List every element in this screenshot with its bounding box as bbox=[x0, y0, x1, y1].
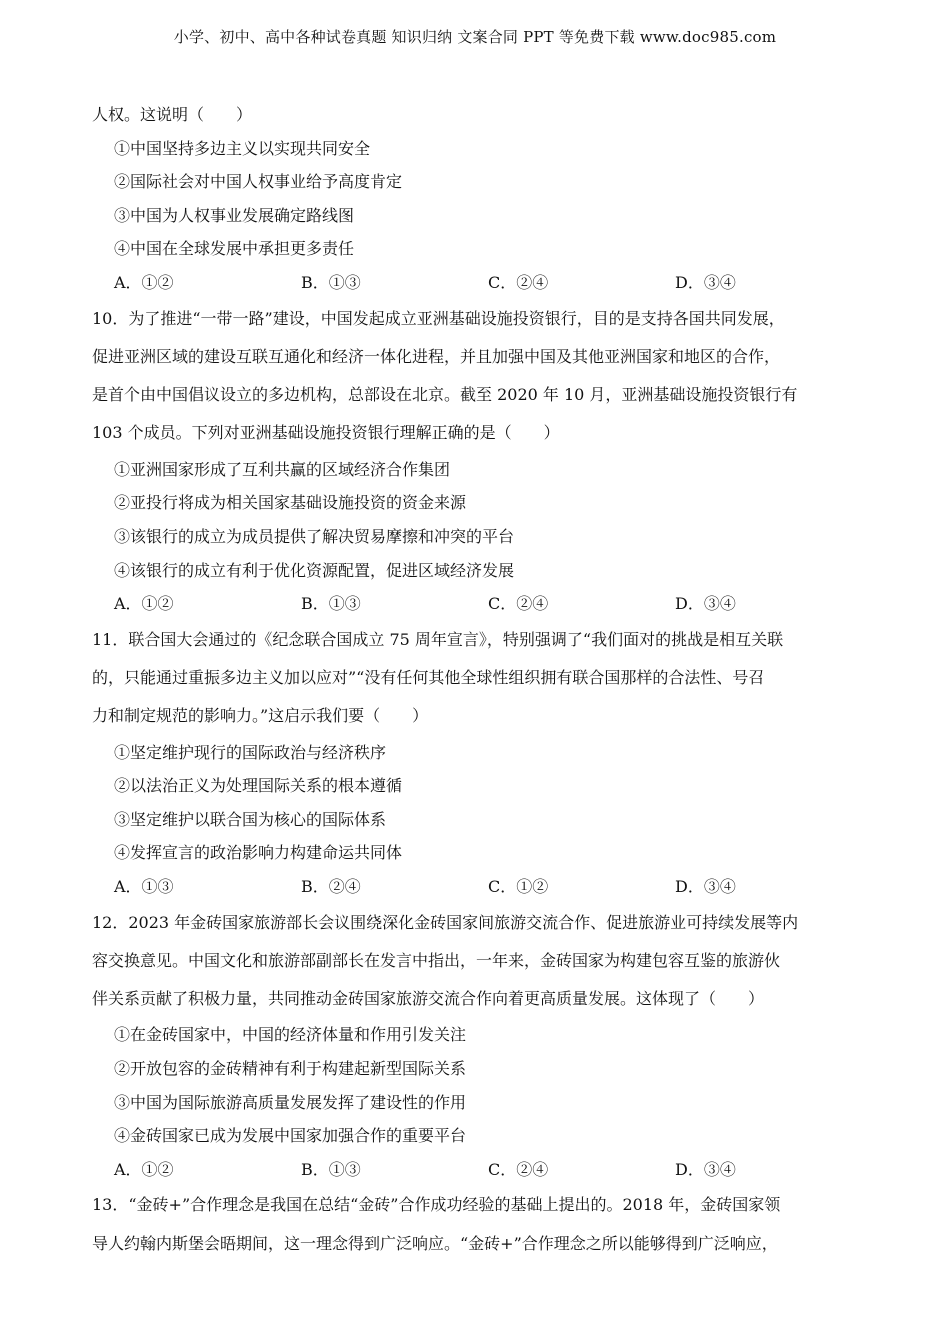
question-stem-line: 促进亚洲区域的建设互联互通化和经济一体化进程，并且加强中国及其他亚洲国家和地区的合作， bbox=[92, 346, 781, 366]
option-item: ②亚投行将成为相关国家基础设施投资的资金来源 bbox=[114, 493, 467, 513]
question-stem-line: 容交换意见。中国文化和旅游部副部长在发言中指出，一年来，金砖国家为构建包容互鉴的旅游伙 bbox=[92, 950, 781, 970]
question-10 bbox=[92, 300, 862, 621]
option-item: ④该银行的成立有利于优化资源配置，促进区域经济发展 bbox=[114, 560, 515, 580]
question-stem-line: 是首个由中国倡议设立的多边机构，总部设在北京。截至 2020 年 10 月，亚洲基础设施投资银行有 bbox=[92, 385, 798, 405]
choice-a: A．①② bbox=[114, 272, 174, 292]
choice-b: B．①③ bbox=[301, 1159, 361, 1179]
question-stem-line: 12．2023 年金砖国家旅游部长会议围绕深化金砖国家间旅游交流合作、促进旅游业可持续发展等内 bbox=[92, 912, 799, 932]
question-stem-line: 导人约翰内斯堡会晤期间，这一理念得到广泛响应。“金砖+”合作理念之所以能够得到广泛响应， bbox=[92, 1233, 778, 1253]
question-stem-line: 11．联合国大会通过的《纪念联合国成立 75 周年宣言》，特别强调了“我们面对的挑战是相互关联 bbox=[92, 629, 784, 649]
question-stem-line: 13．“金砖+”合作理念是我国在总结“金砖”合作成功经验的基础上提出的。2018 年，金砖国家领 bbox=[92, 1195, 781, 1215]
answer-choices bbox=[92, 870, 862, 904]
answer-choices bbox=[92, 1153, 862, 1187]
choice-c: C．②④ bbox=[488, 272, 549, 292]
question-stem-line: 的，只能通过重振多边主义加以应对”“没有任何其他全球性组织拥有联合国那样的合法性、号召 bbox=[92, 668, 765, 688]
question-stem: 人权。这说明（ ） bbox=[92, 105, 253, 124]
choice-d: D．③④ bbox=[675, 594, 736, 614]
option-item: ②开放包容的金砖精神有利于构建起新型国际关系 bbox=[114, 1059, 467, 1079]
option-item: ③该银行的成立为成员提供了解决贸易摩擦和冲突的平台 bbox=[114, 526, 515, 546]
option-item: ④金砖国家已成为发展中国家加强合作的重要平台 bbox=[114, 1126, 467, 1146]
choice-b: B．②④ bbox=[301, 876, 361, 896]
choice-a: A．①② bbox=[114, 1159, 174, 1179]
choice-a: A．①③ bbox=[114, 876, 174, 896]
question-stem-line: 10．为了推进“一带一路”建设，中国发起成立亚洲基础设施投资银行，目的是支持各国共同发展， bbox=[92, 308, 785, 328]
choice-d: D．③④ bbox=[675, 272, 736, 292]
question-stem-line: 伴关系贡献了积极力量，共同推动金砖国家旅游交流合作向着更高质量发展。这体现了（ ） bbox=[92, 989, 765, 1009]
choice-c: C．②④ bbox=[488, 1159, 549, 1179]
option-item: ③中国为国际旅游高质量发展发挥了建设性的作用 bbox=[114, 1092, 467, 1112]
choice-a: A．①② bbox=[114, 594, 174, 614]
question-stem-line: 103 个成员。下列对亚洲基础设施投资银行理解正确的是（ ） bbox=[92, 423, 560, 443]
choice-d: D．③④ bbox=[675, 876, 736, 896]
choice-b: B．①③ bbox=[301, 594, 361, 614]
question-11 bbox=[92, 621, 862, 904]
answer-choices bbox=[92, 266, 862, 300]
option-item: ③中国为人权事业发展确定路线图 bbox=[114, 205, 355, 225]
page-header: 小学、初中、高中各种试卷真题 知识归纳 文案合同 PPT 等免费下载 www.doc985.com bbox=[173, 28, 777, 46]
option-item: ②国际社会对中国人权事业给予高度肯定 bbox=[114, 172, 403, 192]
option-item: ③坚定维护以联合国为核心的国际体系 bbox=[114, 809, 387, 829]
answer-choices bbox=[92, 587, 862, 621]
question-stem-line: 力和制定规范的影响力。”这启示我们要（ ） bbox=[92, 706, 429, 726]
exam-content bbox=[92, 98, 862, 1263]
option-item: ②以法治正义为处理国际关系的根本遵循 bbox=[114, 776, 403, 796]
choice-c: C．②④ bbox=[488, 594, 549, 614]
choice-d: D．③④ bbox=[675, 1159, 736, 1179]
option-item: ④发挥宣言的政治影响力构建命运共同体 bbox=[114, 843, 403, 863]
option-item: ①在金砖国家中，中国的经济体量和作用引发关注 bbox=[114, 1025, 467, 1045]
option-item: ①中国坚持多边主义以实现共同安全 bbox=[114, 138, 371, 158]
choice-c: C．①② bbox=[488, 876, 549, 896]
question-12 bbox=[92, 904, 862, 1187]
question-13 bbox=[92, 1186, 862, 1263]
question-9 bbox=[92, 98, 862, 300]
option-item: ①坚定维护现行的国际政治与经济秩序 bbox=[114, 742, 387, 762]
option-item: ④中国在全球发展中承担更多责任 bbox=[114, 239, 355, 259]
choice-b: B．①③ bbox=[301, 272, 361, 292]
option-item: ①亚洲国家形成了互利共赢的区域经济合作集团 bbox=[114, 459, 451, 479]
